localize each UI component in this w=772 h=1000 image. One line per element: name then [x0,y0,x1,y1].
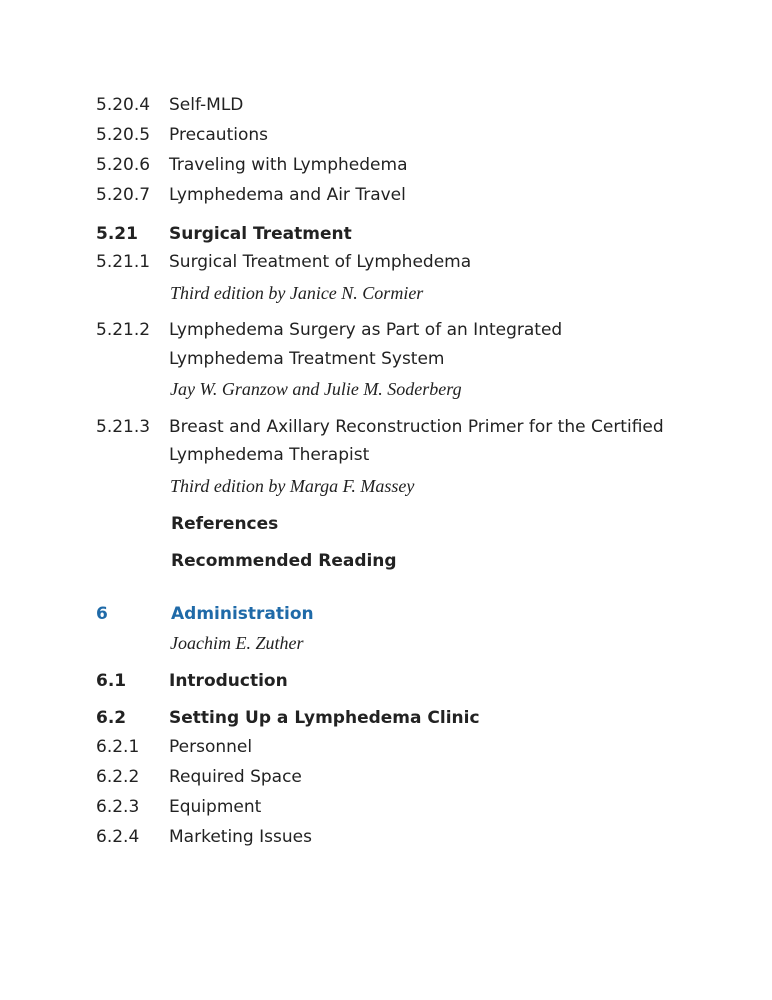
entry-number: 5.21.2 [96,320,151,340]
entry-title: Marketing Issues [169,827,312,847]
entry-number: 5.21.3 [96,417,151,437]
entry-title: Equipment [169,797,262,817]
section-number: 6.1 [96,671,127,691]
section-number: 5.21 [96,224,138,244]
chapter-number: 6 [96,604,108,624]
entry-title: Traveling with Lymphedema [169,155,408,175]
entry-number: 6.2.4 [96,827,140,847]
section-title: Introduction [169,671,288,691]
chapter-author: Joachim E. Zuther [170,633,304,653]
section-number: 6.2 [96,708,127,728]
entry-title-line2: Lymphedema Therapist [169,445,370,465]
chapter-title: Administration [171,604,314,624]
entry-number: 5.21.1 [96,252,151,272]
entry-author: Third edition by Janice N. Cormier [170,283,424,303]
entry-number: 6.2.1 [96,737,140,757]
section-title: Setting Up a Lymphedema Clinic [169,708,480,728]
entry-title-line1: Lymphedema Surgery as Part of an Integrated [169,320,563,340]
entry-title-line2: Lymphedema Treatment System [169,349,445,369]
entry-number: 5.20.6 [96,155,151,175]
entry-title: Required Space [169,767,302,787]
toc-recommended-reading: Recommended Reading [171,551,397,571]
entry-number: 6.2.3 [96,797,140,817]
entry-title: Self-MLD [169,95,244,115]
entry-title: Surgical Treatment of Lymphedema [169,252,472,272]
entry-title-line1: Breast and Axillary Reconstruction Primer for the Certified [169,417,664,437]
entry-number: 5.20.5 [96,125,151,145]
entry-title: Precautions [169,125,268,145]
entry-title: Personnel [169,737,253,757]
entry-author: Third edition by Marga F. Massey [170,476,415,496]
entry-number: 6.2.2 [96,767,140,787]
toc-references: References [171,514,279,534]
section-title: Surgical Treatment [169,224,352,244]
entry-title: Lymphedema and Air Travel [169,185,406,205]
entry-number: 5.20.4 [96,95,151,115]
entry-number: 5.20.7 [96,185,151,205]
entry-author: Jay W. Granzow and Julie M. Soderberg [170,379,462,399]
